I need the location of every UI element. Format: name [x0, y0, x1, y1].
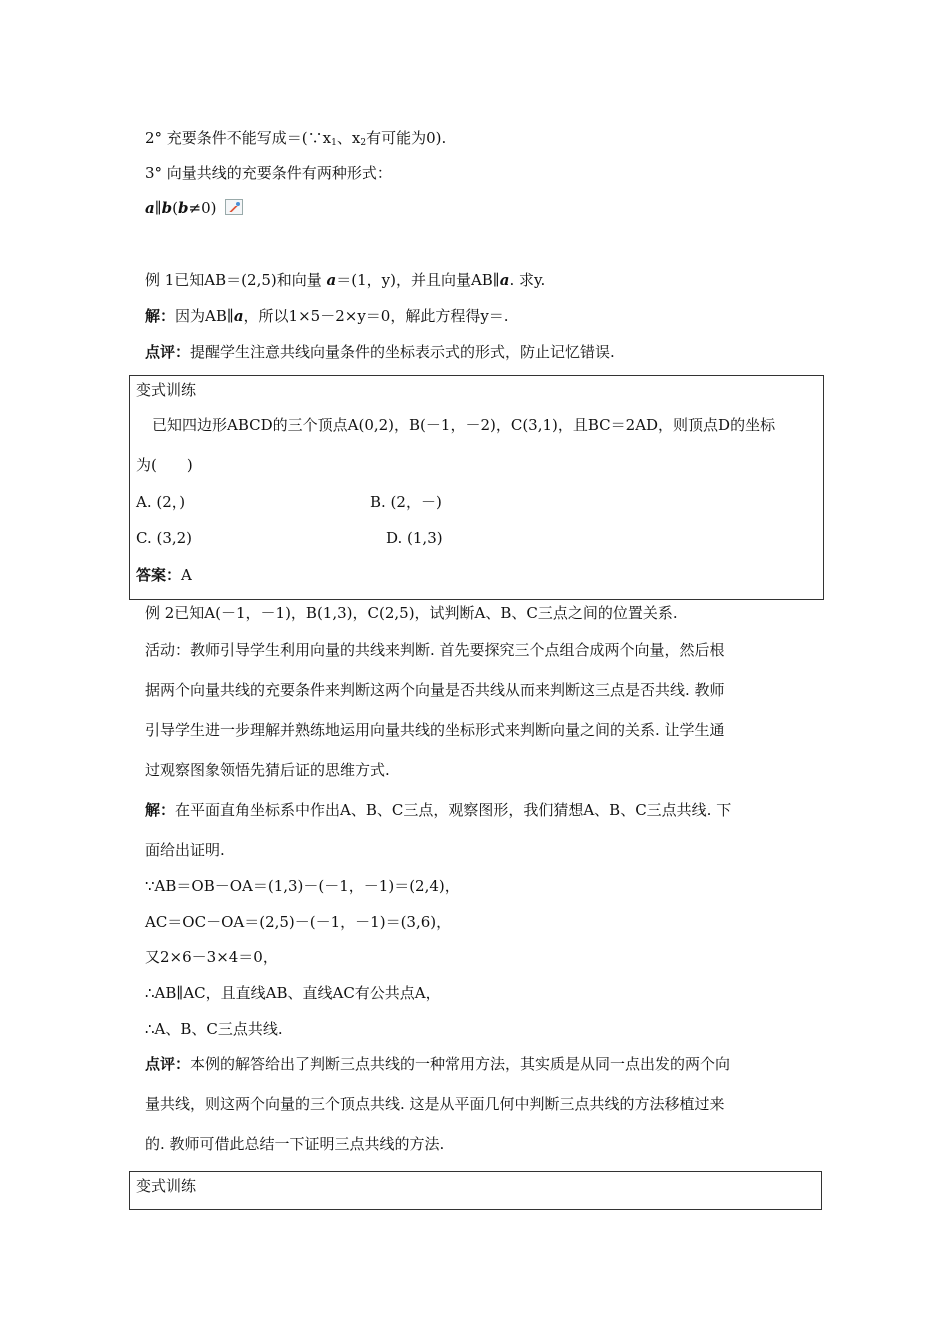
solution-1: 解：因为AB∥a，所以1×5－2×y＝0，解此方程得y＝. [145, 307, 509, 325]
variant-box-1 [129, 375, 824, 600]
example-2: 例 2已知A(－1，－1)，B(1,3)，C(2,5)，试判断A、B、C三点之间的位置关系. [145, 604, 678, 622]
option-d: D. (1,3) [386, 529, 443, 547]
proof-line: AC＝OC－OA＝(2,5)－(－1，－1)＝(3,6)， [145, 913, 452, 931]
activity-line: 过观察图象领悟先猜后证的思维方式. [145, 761, 390, 779]
variant-1-question-line2: 为( ) [136, 456, 193, 474]
solution-2-line2: 面给出证明. [145, 841, 225, 859]
proof-line: ∴AB∥AC，且直线AB、直线AC有公共点A， [145, 984, 441, 1002]
comment-2-line1: 点评：本例的解答给出了判断三点共线的一种常用方法，其实质是从同一点出发的两个向 [145, 1055, 731, 1073]
variant-1-question-line1: 已知四边形ABCD的三个顶点A(0,2)，B(－1，－2)，C(3,1)，且BC＝2AD，则顶点D的坐标 [152, 416, 776, 434]
variant-2-title: 变式训练 [136, 1177, 197, 1195]
example-1: 例 1已知AB＝(2,5)和向量 a＝(1，y)，并且向量AB∥a. 求y. [145, 271, 546, 289]
comment-2-line3: 的. 教师可借此总结一下证明三点共线的方法. [145, 1135, 445, 1153]
comment-2-line2: 量共线，则这两个向量的三个顶点共线. 这是从平面几何中判断三点共线的方法移植过来 [145, 1095, 725, 1113]
activity-line: 活动：教师引导学生利用向量的共线来判断. 首先要探究三个点组合成两个向量，然后根 [145, 641, 725, 659]
activity-line: 引导学生进一步理解并熟练地运用向量共线的坐标形式来判断向量之间的关系. 让学生通 [145, 721, 725, 739]
activity-line: 据两个向量共线的充要条件来判断这两个向量是否共线从而来判断这三点是否共线. 教师 [145, 681, 725, 699]
variant-box-2 [129, 1171, 822, 1210]
variant-1-title: 变式训练 [136, 381, 197, 399]
option-b: B. (2，－) [370, 493, 442, 511]
option-a: A. (2，) [136, 493, 186, 511]
note-3: 3° 向量共线的充要条件有两种形式： [145, 164, 392, 182]
parallel-formula: a∥b(b≠0) [145, 198, 243, 218]
solution-2-line1: 解：在平面直角坐标系中作出A、B、C三点，观察图形，我们猜想A、B、C三点共线. 下 [145, 801, 732, 819]
proof-line: ∵AB＝OB－OA＝(1,3)－(－1，－1)＝(2,4)， [145, 877, 460, 895]
proof-line: 又2×6－3×4＝0， [145, 948, 278, 966]
variant-1-answer: 答案：A [136, 566, 192, 584]
proof-line: ∴A、B、C三点共线. [145, 1020, 283, 1038]
comment-1: 点评：提醒学生注意共线向量条件的坐标表示式的形式，防止记忆错误. [145, 343, 615, 361]
broken-image-icon [225, 199, 243, 215]
option-c: C. (3,2) [136, 529, 193, 547]
note-2: 2° 充要条件不能写成$=(\because x_1$、$x_2$有可能为0). [145, 129, 447, 148]
